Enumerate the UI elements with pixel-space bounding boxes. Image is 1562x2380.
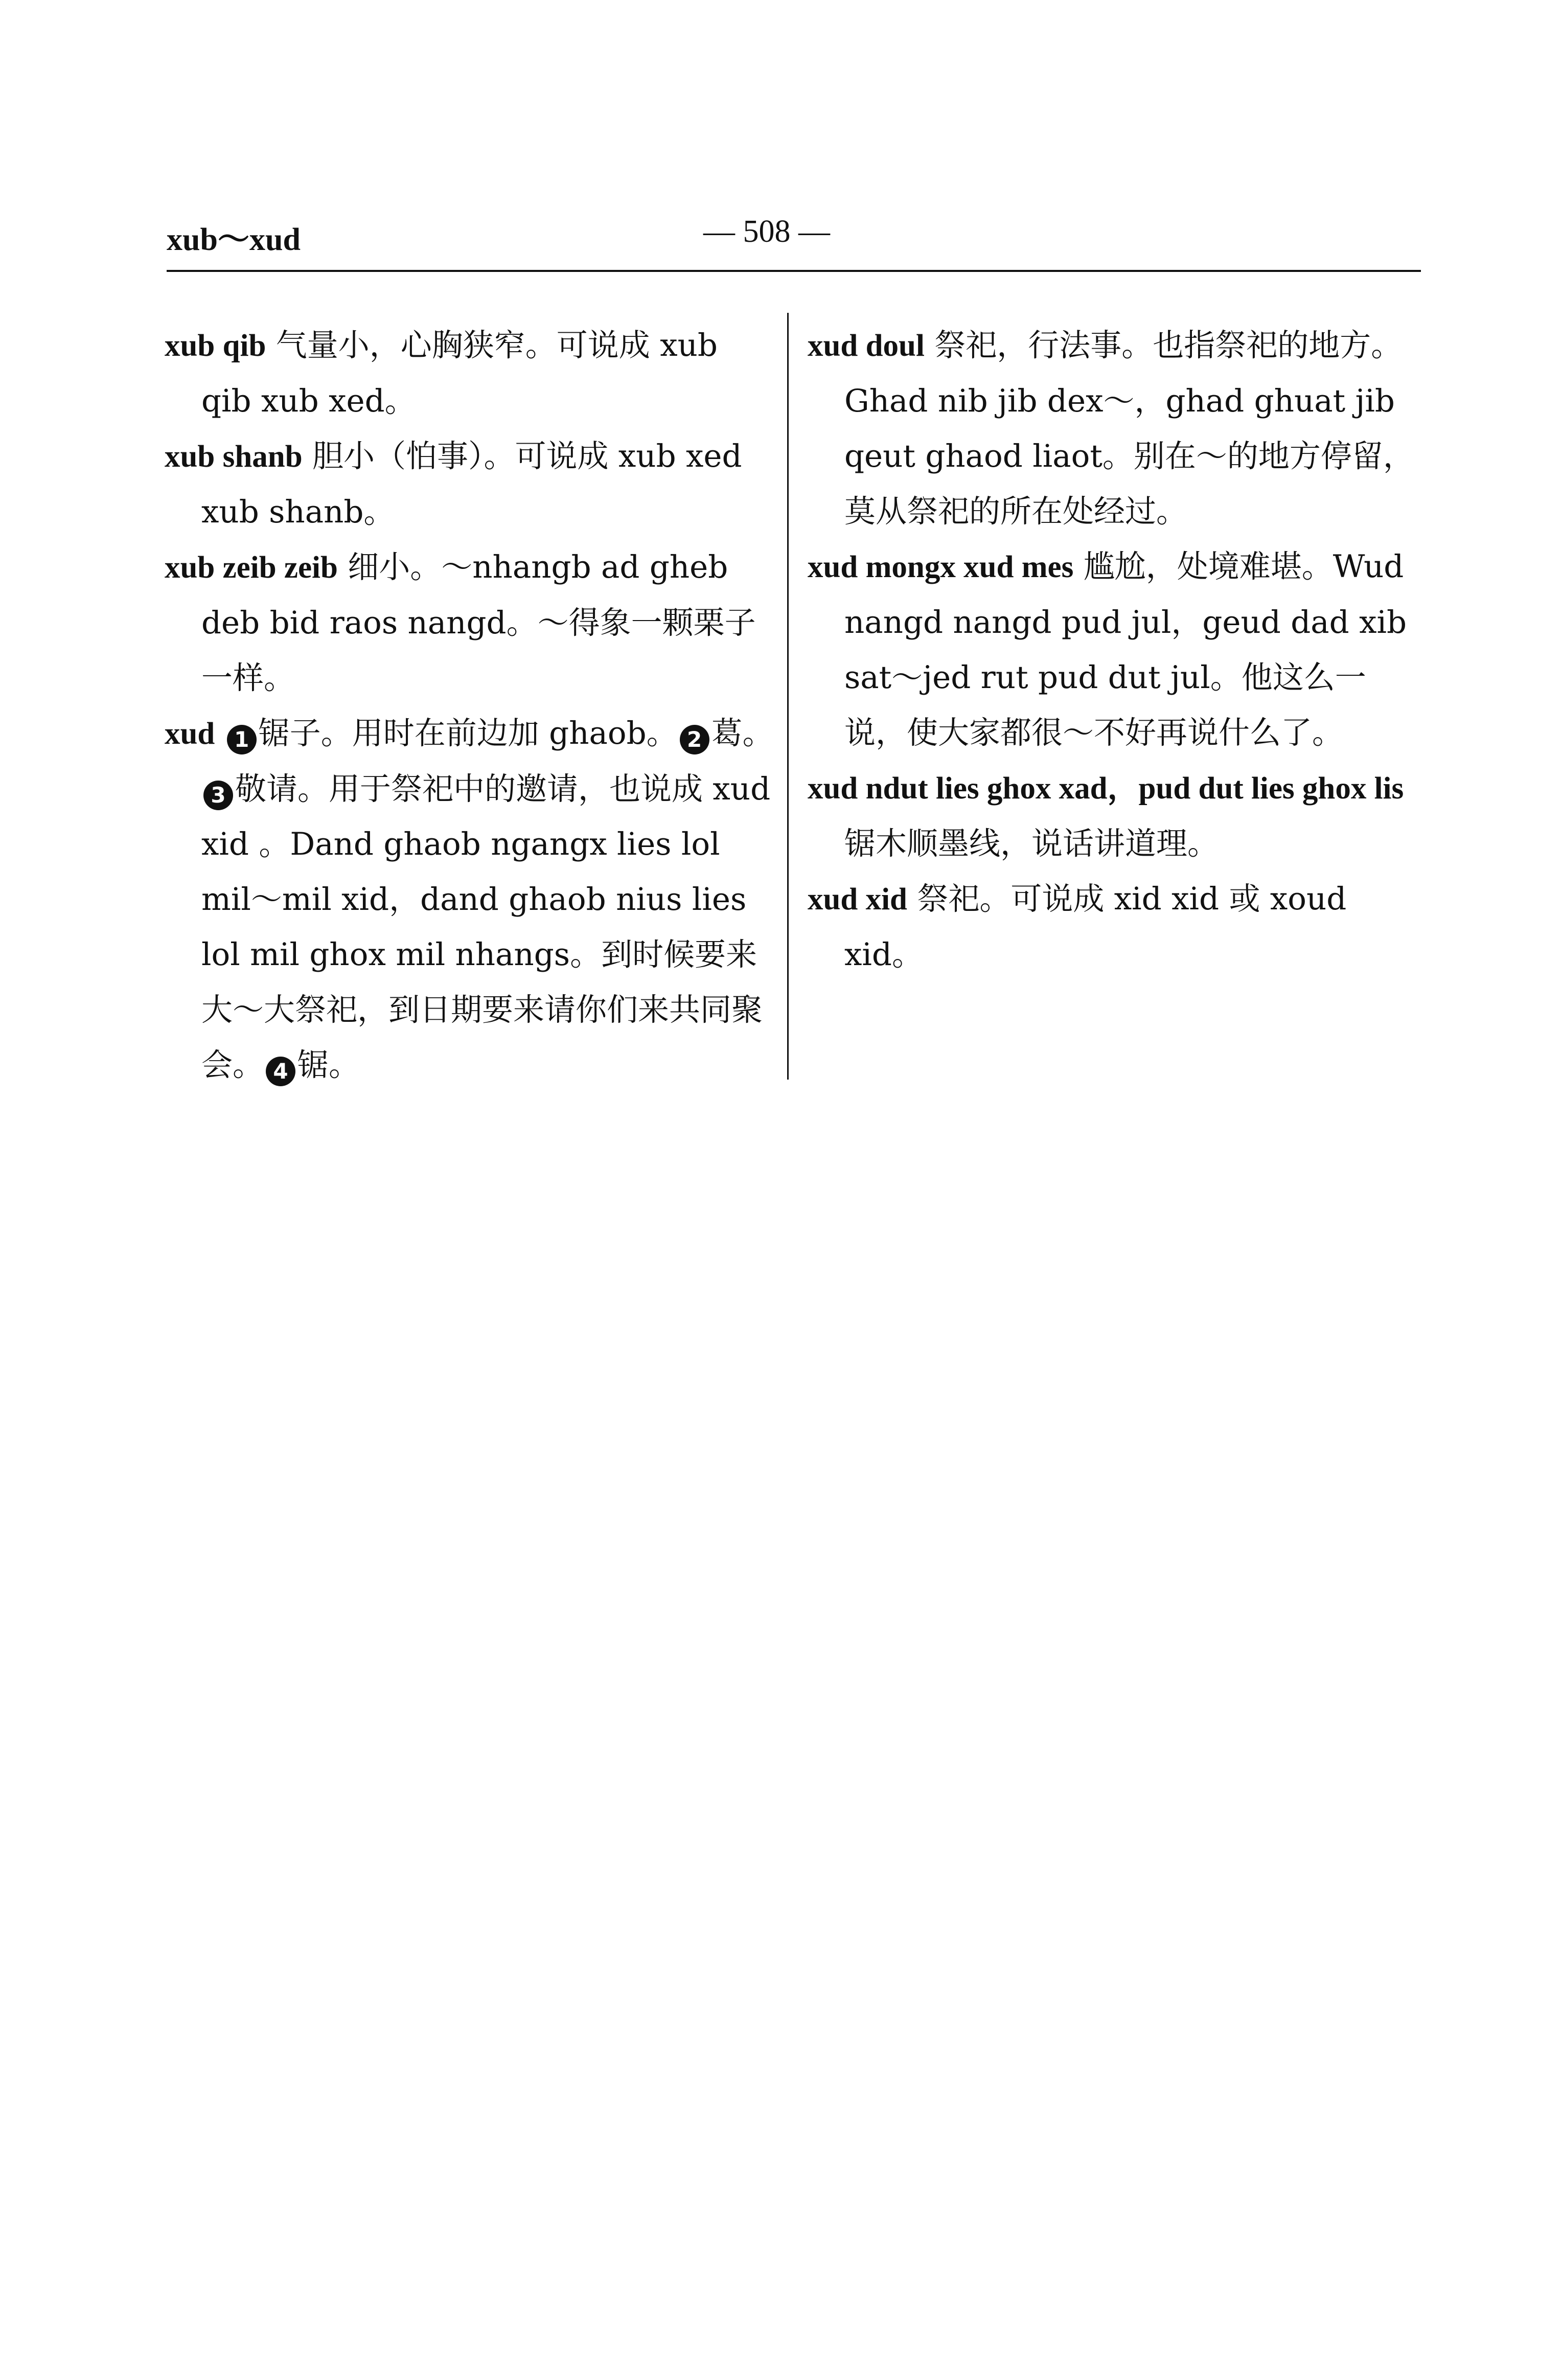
headword: xub zeib zeib (165, 551, 338, 585)
definition: 细小。～nhangb ad gheb deb bid raos nangd。～得象一颗栗子一样。 (201, 549, 756, 696)
dictionary-entry (165, 318, 775, 429)
definition: 锯木顺墨线，说话讲道理。 (844, 826, 1219, 862)
definition: 尴尬，处境难堪。Wud nangd nangd pud jul，geud dad xib sat～jed rut pud dut jul。他这么一说，使大家都很～不好再说什么了。 (844, 548, 1407, 751)
definition: 祭祀，行法事。也指祭祀的地方。Ghad nib jib dex～，ghad ghuat jib qeut ghaod liaot。别在～的地方停留，莫从祭祀的所在处经过。 (844, 327, 1414, 530)
header-rule (167, 270, 1421, 272)
section-range: xub～xud (167, 222, 301, 257)
sense-number-badge: 4 (266, 1057, 295, 1086)
headword: xud xid (808, 882, 907, 917)
headword: xub qib (165, 329, 266, 363)
sense-text: 敬请。用于祭祀中的邀请，也说成 xud xid 。Dand ghaob ngangx lies lol mil～mil xid，dand ghaob nius lies lol mil ghox mil nhangs。到时候要来大～大祭祀，到日期要来请你们来共同聚会。 (201, 771, 771, 1083)
sense-text: 锯子。用时在前边加 ghaob。 (258, 715, 678, 751)
dictionary-entry (808, 539, 1416, 761)
sense-number-badge: 1 (227, 725, 257, 754)
definition: 胆小（怕事）。可说成 xub xed xub shanb。 (201, 438, 742, 530)
definition: 祭祀。可说成 xid xid 或 xoud xid。 (844, 881, 1347, 973)
sense-text: 葛。 (711, 715, 774, 751)
sense-text: 锯。 (297, 1047, 360, 1083)
headword: xub shanb (165, 440, 303, 474)
dictionary-entry (165, 429, 775, 540)
right-column (808, 318, 1416, 982)
headword: xud mongx xud mes (808, 550, 1074, 584)
page-header (167, 209, 1421, 266)
headword: xud ndut lies ghox xad，pud dut lies ghox lis (808, 771, 1404, 806)
dictionary-entry (165, 706, 775, 1093)
sense-number-badge: 2 (680, 725, 709, 754)
headword: xud (165, 717, 215, 751)
dictionary-entry (808, 872, 1416, 982)
definition: 气量小，心胸狭窄。可说成 xub qib xub xed。 (201, 327, 718, 419)
headword: xud doul (808, 329, 925, 363)
left-column (165, 318, 775, 1093)
dictionary-entry (165, 540, 775, 706)
column-divider (787, 313, 789, 1080)
sense-number-badge: 3 (203, 781, 233, 810)
page-number: — 508 — (703, 214, 830, 249)
dictionary-entry (808, 318, 1416, 539)
dictionary-entry (808, 761, 1416, 872)
